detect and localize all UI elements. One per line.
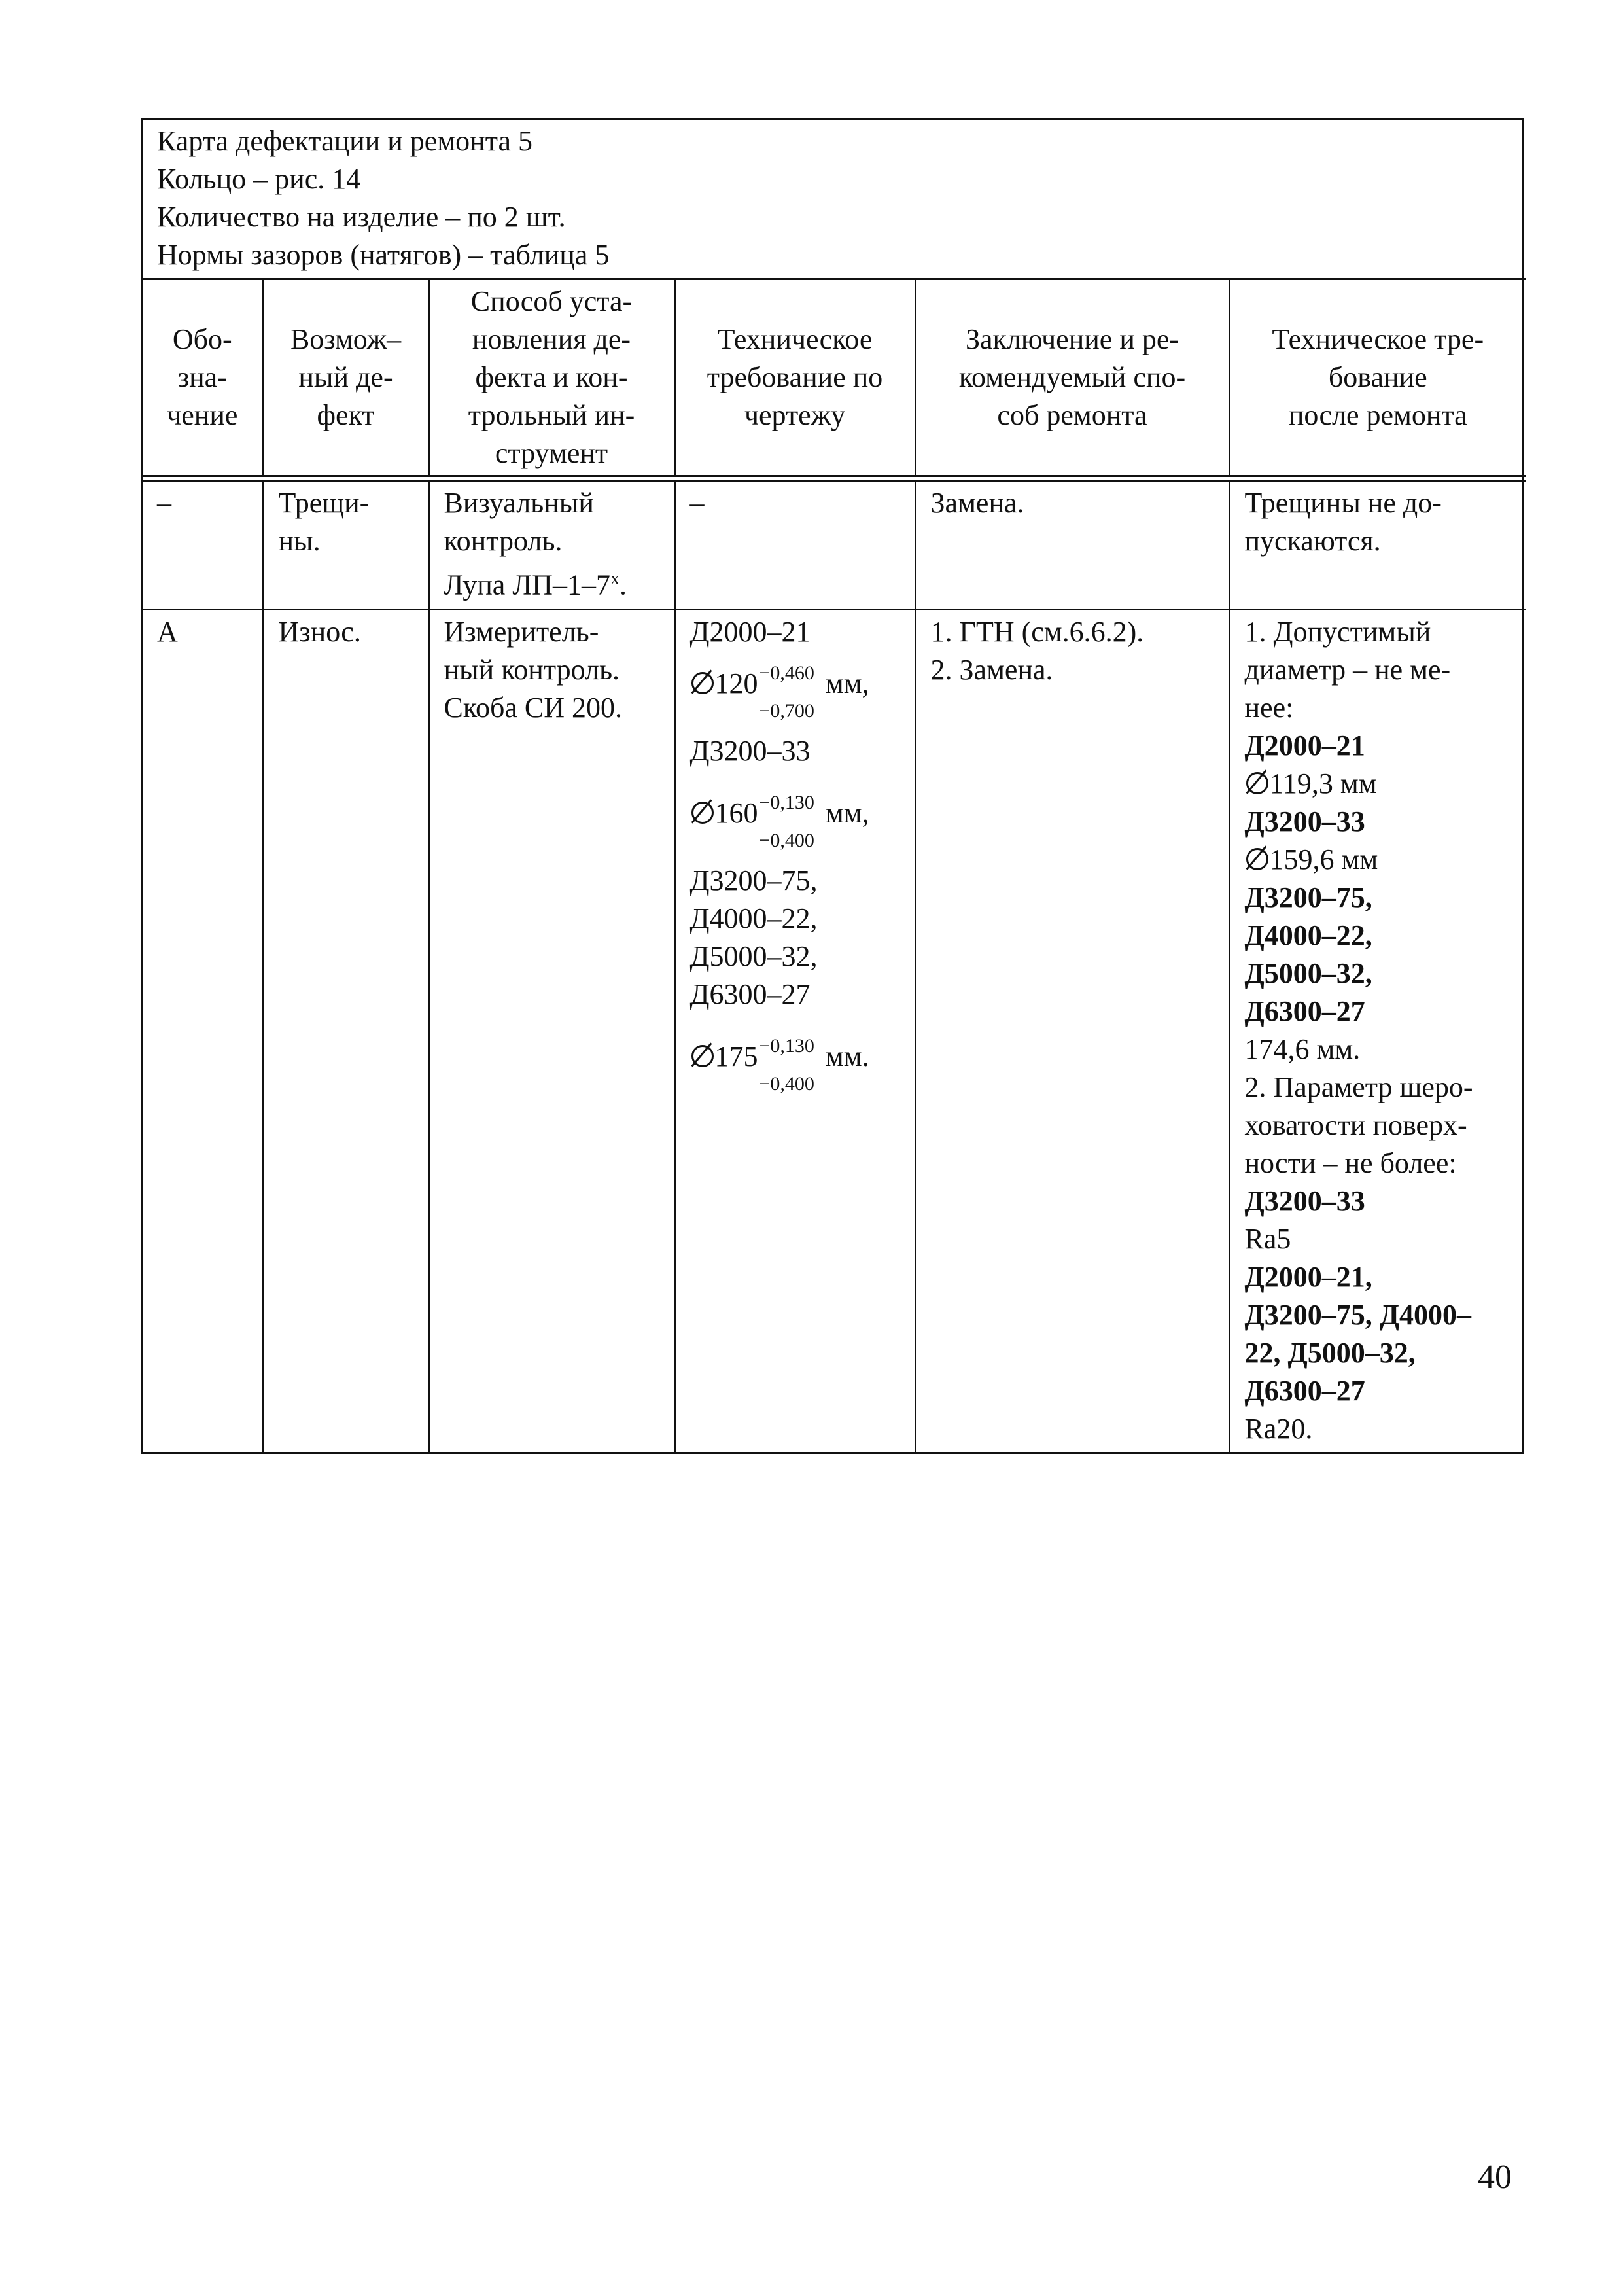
tolerance-dimension-3: 175 −0,130 −0,400 мм. bbox=[690, 1033, 900, 1086]
row1-conclusion: Замена. bbox=[915, 478, 1229, 609]
header-drawing-requirement: Техническое требование по чертежу bbox=[674, 279, 915, 479]
header-conclusion: Заключение и ре- комендуемый спо- соб ремонта bbox=[915, 279, 1229, 479]
diameter-icon bbox=[690, 671, 714, 694]
row1-after-repair: Трещины не до- пускаются. bbox=[1229, 478, 1526, 609]
diameter-icon bbox=[690, 1044, 714, 1067]
card-title: Карта дефектации и ремонта 5 bbox=[157, 125, 532, 157]
card-norms: Нормы зазоров (натягов) – таблица 5 bbox=[157, 239, 610, 271]
card-header bbox=[143, 120, 1522, 278]
card-part: Кольцо – рис. 14 bbox=[157, 163, 361, 195]
row2-defect: Износ. bbox=[263, 609, 428, 1452]
page-number: 40 bbox=[1478, 2159, 1512, 2196]
row2-requirement: Д2000–21 120 −0,460 −0,700 мм, Д3200–33 160 −0,130 −0,400 мм, Д3200–75, Д4000–22, Д5000–32, Д6300–27 175 −0,130 −0,400 мм. bbox=[674, 609, 915, 1452]
row2-method: Измеритель- ный контроль. Скоба СИ 200. bbox=[428, 609, 674, 1452]
row2-after-repair: 1. Допустимый диаметр – не ме- нее: Д2000–21 119,3 мм Д3200–33 159,6 мм Д3200–75, Д4000–22, Д5000–32, Д6300–27 174,6 мм. 2. Параметр шеро- ховатости поверх- ности – не более: Д3200–33 Ra5 Д2000–21, Д3200–75, Д4000– 22, Д5000–32, Д6300–27 Ra20. bbox=[1229, 609, 1526, 1452]
row1-requirement: – bbox=[674, 478, 915, 609]
tolerance-dimension-2: 160 −0,130 −0,400 мм, bbox=[690, 790, 900, 842]
row1-defect: Трещи- ны. bbox=[263, 478, 428, 609]
header-designation: Обо- зна- чение bbox=[143, 279, 263, 479]
tolerance-dimension-1: 120 −0,460 −0,700 мм, bbox=[690, 660, 900, 713]
header-after-repair: Техническое тре- бование после ремонта bbox=[1229, 279, 1526, 479]
card-quantity: Количество на изделие – по 2 шт. bbox=[157, 201, 566, 233]
row1-method: Визуальный контроль. Лупа $ЛП-1-7^х$. bbox=[428, 478, 674, 609]
diameter-icon bbox=[1245, 771, 1268, 794]
row2-designation: А bbox=[143, 609, 263, 1452]
row1-designation: – bbox=[143, 478, 263, 609]
diameter-icon bbox=[690, 800, 714, 824]
table-header-row bbox=[143, 279, 1526, 479]
row2-conclusion: 1. ГТН (см.6.6.2). 2. Замена. bbox=[915, 609, 1229, 1452]
defect-repair-card bbox=[141, 118, 1524, 1454]
table-row bbox=[143, 609, 1526, 1452]
header-method: Способ уста- новления де- фекта и кон- трольный ин- струмент bbox=[428, 279, 674, 479]
defect-table bbox=[143, 278, 1526, 1452]
diameter-icon bbox=[1245, 847, 1268, 870]
header-defect: Возмож– ный де- фект bbox=[263, 279, 428, 479]
table-row bbox=[143, 478, 1526, 609]
